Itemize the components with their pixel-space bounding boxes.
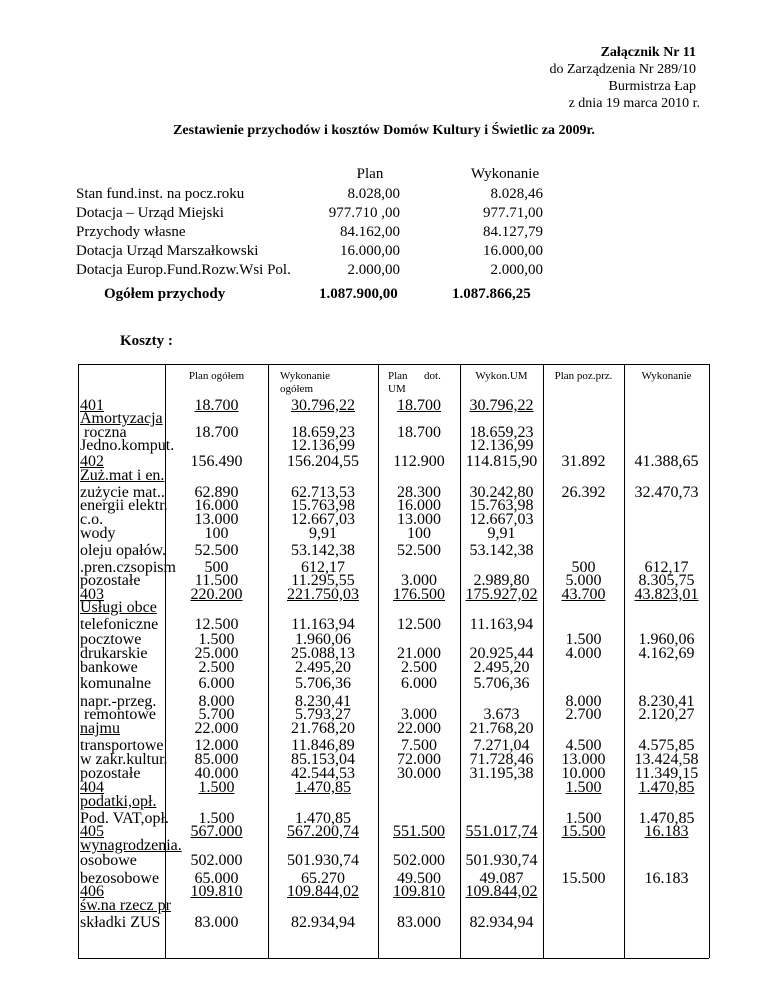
row-label: oleju opałów. bbox=[80, 542, 167, 559]
header-plan-um-2: UM bbox=[388, 383, 406, 395]
row-label: 401 bbox=[80, 397, 104, 414]
cell-plan-um: 2.500 bbox=[401, 659, 437, 676]
cell-exec-um: 12.667,03 bbox=[469, 511, 534, 528]
page-title: Zestawienie przychodów i kosztów Domów Kultury i Świetlic za 2009r. bbox=[173, 123, 595, 138]
income-row-exec: 16.000,00 bbox=[483, 243, 543, 259]
cell-plan-own: 10.000 bbox=[561, 765, 606, 782]
cell-plan-total: 1.500 bbox=[198, 631, 235, 648]
cell-exec-um: 12.136,99 bbox=[469, 437, 534, 454]
cell-exec-own: 8.305,75 bbox=[638, 572, 695, 589]
cell-exec-total: 11.846,89 bbox=[291, 737, 355, 754]
row-label: Jedno.komput. bbox=[80, 437, 175, 454]
cell-exec-um: 5.706,36 bbox=[473, 675, 530, 692]
row-label: Zuż.mat i en. bbox=[80, 467, 165, 484]
cell-exec-total: 11.295,55 bbox=[291, 572, 355, 589]
cell-plan-total: 83.000 bbox=[194, 914, 239, 931]
row-label: .pren.czsopism bbox=[80, 559, 176, 576]
row-label: osobowe bbox=[80, 852, 137, 869]
cell-plan-um: 30.000 bbox=[397, 765, 441, 782]
cell-plan-um: 109.810 bbox=[393, 883, 445, 900]
cell-exec-total: 21.768,20 bbox=[291, 720, 355, 737]
row-label: napr.-przeg. bbox=[80, 693, 157, 710]
cell-exec-um: 53.142,38 bbox=[469, 542, 534, 559]
row-label: telefoniczne bbox=[80, 616, 159, 633]
row-label: wody bbox=[80, 525, 116, 542]
cell-plan-um: 49.500 bbox=[397, 870, 441, 887]
cell-exec-total: 5.793,27 bbox=[295, 706, 351, 723]
header-exec-total-2: ogółem bbox=[280, 383, 313, 395]
cell-exec-total: 15.763,98 bbox=[291, 497, 355, 514]
cell-exec-um: 2.495,20 bbox=[473, 659, 530, 676]
row-label: 405 bbox=[80, 823, 104, 840]
cell-exec-own: 1.960,06 bbox=[638, 631, 695, 648]
costs-label: Koszty : bbox=[120, 333, 173, 349]
cell-exec-um: 31.195,38 bbox=[469, 765, 534, 782]
cell-plan-um: 18.700 bbox=[397, 397, 441, 414]
row-label: najmu bbox=[80, 720, 120, 737]
row-label: drukarskie bbox=[80, 645, 148, 662]
cell-plan-total: 52.500 bbox=[194, 542, 239, 559]
income-row-exec: 8.028,46 bbox=[490, 186, 543, 202]
cell-exec-total: 25.088,13 bbox=[291, 645, 355, 662]
cell-exec-um: 15.763,98 bbox=[469, 497, 534, 514]
row-label: roczna bbox=[80, 424, 127, 441]
cell-plan-um: 16.000 bbox=[397, 497, 441, 514]
cell-plan-um: 100 bbox=[407, 525, 431, 542]
attachment-order: do Zarządzenia Nr 289/10 bbox=[549, 62, 696, 77]
income-row-exec: 977.71,00 bbox=[483, 205, 543, 221]
cell-exec-own: 1.470,85 bbox=[638, 810, 695, 827]
cell-plan-um: 112.900 bbox=[393, 453, 445, 470]
cell-plan-um: 72.000 bbox=[397, 751, 441, 768]
cell-exec-own: 13.424,58 bbox=[634, 751, 699, 768]
cell-exec-own: 41.388,65 bbox=[634, 453, 699, 470]
cell-exec-total: 53.142,38 bbox=[291, 542, 355, 559]
cell-plan-um: 21.000 bbox=[397, 645, 441, 662]
cell-exec-own: 16.183 bbox=[644, 823, 689, 840]
cell-plan-total: 22.000 bbox=[194, 720, 239, 737]
cell-exec-own: 4.575,85 bbox=[638, 737, 695, 754]
cell-exec-total: 221.750,03 bbox=[287, 586, 359, 603]
cell-exec-own: 4.162,69 bbox=[638, 645, 695, 662]
cell-exec-own: 612,17 bbox=[644, 559, 689, 576]
cell-plan-own: 1.500 bbox=[565, 631, 602, 648]
cell-exec-total: 9,91 bbox=[309, 525, 337, 542]
cell-exec-own: 1.470,85 bbox=[638, 779, 695, 796]
income-total-label: Ogółem przychody bbox=[104, 286, 226, 302]
row-label: Usługi obce bbox=[80, 599, 157, 616]
row-label: remontowe bbox=[80, 706, 156, 723]
income-col-exec: Wykonanie bbox=[470, 166, 540, 182]
cell-exec-total: 11.163,94 bbox=[291, 616, 355, 633]
cell-exec-total: 8.230,41 bbox=[295, 693, 351, 710]
cell-exec-um: 82.934,94 bbox=[469, 914, 534, 931]
income-row-exec: 84.127,79 bbox=[483, 224, 543, 240]
cell-plan-total: 109.810 bbox=[190, 883, 243, 900]
row-label: Amortyzacja bbox=[80, 410, 163, 427]
cell-plan-own: 2.700 bbox=[565, 706, 602, 723]
attachment-authority: Burmistrza Łap bbox=[608, 79, 696, 94]
income-total-exec: 1.087.866,25 bbox=[452, 286, 531, 302]
attachment-header bbox=[549, 44, 700, 112]
header-plan-um: Plan dot. bbox=[388, 370, 441, 382]
row-label: 406 bbox=[80, 883, 104, 900]
cell-exec-um: 11.163,94 bbox=[469, 616, 534, 633]
income-row-plan: 977.710 ,00 bbox=[328, 205, 400, 221]
row-label: zużycie mat.. bbox=[80, 484, 165, 501]
row-label: Pod. VAT,opł. bbox=[80, 810, 169, 827]
row-label: 402 bbox=[80, 453, 104, 470]
cell-plan-total: 25.000 bbox=[194, 645, 239, 662]
cell-exec-total: 567.200,74 bbox=[287, 823, 359, 840]
cell-plan-um: 3.000 bbox=[401, 706, 437, 723]
cell-plan-total: 65.000 bbox=[194, 870, 239, 887]
income-row-plan: 2.000,00 bbox=[347, 262, 400, 278]
row-label: 404 bbox=[80, 779, 104, 796]
cell-plan-total: 12.500 bbox=[194, 616, 239, 633]
cell-exec-um: 175.927,02 bbox=[465, 586, 538, 603]
income-row-label: Dotacja – Urząd Miejski bbox=[76, 205, 224, 221]
cell-exec-um: 7.271,04 bbox=[473, 737, 530, 754]
cell-plan-total: 18.700 bbox=[194, 424, 239, 441]
header-plan-own: Plan poz.prz. bbox=[554, 370, 613, 382]
cell-exec-um: 30.796,22 bbox=[469, 397, 534, 414]
cell-plan-total: 6.000 bbox=[198, 675, 235, 692]
row-label: c.o. bbox=[80, 511, 104, 528]
cell-plan-total: 5.700 bbox=[198, 706, 235, 723]
cell-exec-own: 16.183 bbox=[644, 870, 689, 887]
income-row-label: Przychody własne bbox=[76, 224, 186, 240]
cell-plan-total: 16.000 bbox=[194, 497, 239, 514]
cell-exec-um: 114.815,90 bbox=[465, 453, 538, 470]
header-exec-um: Wykon.UM bbox=[475, 370, 528, 382]
cell-plan-total: 40.000 bbox=[194, 765, 239, 782]
cell-exec-total: 1.470,85 bbox=[295, 810, 351, 827]
cell-exec-um: 21.768,20 bbox=[469, 720, 534, 737]
cell-exec-own: 43.823,01 bbox=[634, 586, 699, 603]
cell-plan-own: 15.500 bbox=[561, 870, 606, 887]
row-label: bezosobowe bbox=[80, 870, 160, 887]
cell-plan-um: 52.500 bbox=[397, 542, 441, 559]
cell-plan-total: 100 bbox=[204, 525, 229, 542]
cell-plan-um: 28.300 bbox=[397, 484, 441, 501]
cell-plan-total: 85.000 bbox=[194, 751, 239, 768]
row-label: podatki,opł. bbox=[80, 793, 157, 810]
cell-plan-total: 500 bbox=[204, 559, 229, 576]
cell-plan-own: 8.000 bbox=[565, 693, 602, 710]
cell-plan-total: 502.000 bbox=[190, 852, 243, 869]
income-row-exec: 2.000,00 bbox=[490, 262, 543, 278]
cell-exec-total: 12.667,03 bbox=[291, 511, 355, 528]
row-label: bankowe bbox=[80, 659, 138, 676]
row-label: w zakr.kultur. bbox=[80, 751, 168, 768]
income-row-label: Dotacja Europ.Fund.Rozw.Wsi Pol. bbox=[76, 262, 291, 278]
cell-exec-um: 2.989,80 bbox=[473, 572, 530, 589]
cell-exec-own: 8.230,41 bbox=[638, 693, 695, 710]
cell-plan-own: 31.892 bbox=[561, 453, 606, 470]
cell-plan-own: 1.500 bbox=[565, 779, 602, 796]
cell-exec-um: 20.925,44 bbox=[469, 645, 534, 662]
cell-exec-total: 85.153,04 bbox=[291, 751, 355, 768]
cell-exec-total: 82.934,94 bbox=[291, 914, 355, 931]
cell-exec-um: 18.659,23 bbox=[469, 424, 534, 441]
header-plan-total: Plan ogółem bbox=[188, 370, 245, 382]
cell-exec-um: 71.728,46 bbox=[469, 751, 534, 768]
cell-plan-um: 83.000 bbox=[397, 914, 441, 931]
cell-plan-own: 13.000 bbox=[561, 751, 606, 768]
cell-plan-total: 156.490 bbox=[190, 453, 243, 470]
cell-exec-own: 32.470,73 bbox=[634, 484, 699, 501]
cell-plan-own: 500 bbox=[571, 559, 596, 576]
income-total-plan: 1.087.900,00 bbox=[319, 286, 398, 302]
cell-exec-um: 49.087 bbox=[479, 870, 524, 887]
row-label: św.na rzecz pr bbox=[80, 897, 171, 914]
row-label: składki ZUS bbox=[80, 914, 161, 931]
row-label: pozostałe bbox=[80, 765, 141, 782]
income-row-label: Stan fund.inst. na pocz.roku bbox=[76, 186, 245, 202]
cell-plan-um: 6.000 bbox=[401, 675, 437, 692]
cell-exec-total: 18.659,23 bbox=[291, 424, 355, 441]
cell-plan-um: 176.500 bbox=[393, 586, 445, 603]
cell-plan-own: 26.392 bbox=[561, 484, 606, 501]
cell-exec-total: 501.930,74 bbox=[287, 852, 359, 869]
cell-exec-um: 109.844,02 bbox=[465, 883, 538, 900]
row-label: komunalne bbox=[80, 675, 152, 692]
cell-plan-total: 567.000 bbox=[190, 823, 243, 840]
cell-plan-um: 22.000 bbox=[397, 720, 441, 737]
cell-exec-um: 501.930,74 bbox=[465, 852, 538, 869]
cell-exec-total: 1.470,85 bbox=[295, 779, 351, 796]
cell-exec-total: 42.544,53 bbox=[291, 765, 355, 782]
cell-exec-total: 2.495,20 bbox=[295, 659, 351, 676]
cell-plan-own: 4.500 bbox=[565, 737, 602, 754]
row-label: transportowe bbox=[80, 737, 164, 754]
cell-plan-um: 18.700 bbox=[397, 424, 441, 441]
cell-exec-total: 1.960,06 bbox=[295, 631, 351, 648]
cell-exec-um: 551.017,74 bbox=[465, 823, 538, 840]
header-exec-own: Wykonanie bbox=[641, 370, 692, 382]
cell-exec-total: 156.204,55 bbox=[287, 453, 359, 470]
cell-exec-own: 11.349,15 bbox=[634, 765, 699, 782]
attachment-number: Załącznik Nr 11 bbox=[600, 45, 696, 60]
cell-plan-um: 502.000 bbox=[393, 852, 445, 869]
cell-plan-total: 18.700 bbox=[194, 397, 239, 414]
attachment-date: z dnia 19 marca 2010 r. bbox=[568, 96, 700, 111]
cell-plan-total: 220.200 bbox=[190, 586, 243, 603]
cell-exec-total: 30.796,22 bbox=[291, 397, 355, 414]
cell-exec-total: 109.844,02 bbox=[287, 883, 359, 900]
cell-plan-total: 1.500 bbox=[198, 810, 235, 827]
row-label: energii elektr. bbox=[80, 497, 168, 514]
cell-exec-um: 30.242,80 bbox=[469, 484, 534, 501]
cell-plan-own: 43.700 bbox=[561, 586, 606, 603]
cell-plan-um: 13.000 bbox=[397, 511, 441, 528]
cell-exec-um: 9,91 bbox=[487, 525, 516, 542]
cell-plan-um: 3.000 bbox=[401, 572, 437, 589]
cell-plan-um: 7.500 bbox=[401, 737, 437, 754]
cell-plan-own: 4.000 bbox=[565, 645, 602, 662]
row-label: wynagrodzenia. bbox=[80, 837, 182, 854]
row-label: 403 bbox=[80, 586, 104, 603]
row-label: pocztowe bbox=[80, 631, 142, 648]
cell-plan-own: 1.500 bbox=[565, 810, 602, 827]
cell-exec-total: 65.270 bbox=[301, 870, 345, 887]
cell-plan-total: 12.000 bbox=[194, 737, 239, 754]
income-row-plan: 8.028,00 bbox=[347, 186, 400, 202]
cell-exec-total: 12.136,99 bbox=[291, 437, 355, 454]
income-row-label: Dotacja Urząd Marszałkowski bbox=[76, 243, 259, 259]
cell-plan-own: 5.000 bbox=[565, 572, 602, 589]
cell-exec-own: 2.120,27 bbox=[638, 706, 695, 723]
cell-exec-total: 62.713,53 bbox=[291, 484, 355, 501]
income-row-plan: 84.162,00 bbox=[340, 224, 400, 240]
income-col-plan: Plan bbox=[356, 166, 384, 182]
cell-exec-total: 612,17 bbox=[301, 559, 345, 576]
header-exec-total: Wykonanie bbox=[280, 370, 331, 382]
income-row-plan: 16.000,00 bbox=[340, 243, 400, 259]
cell-plan-total: 8.000 bbox=[198, 693, 235, 710]
cell-plan-um: 551.500 bbox=[393, 823, 445, 840]
cell-exec-um: 3.673 bbox=[483, 706, 520, 723]
cell-plan-um: 12.500 bbox=[397, 616, 441, 633]
cell-plan-own: 15.500 bbox=[561, 823, 606, 840]
cell-plan-total: 62.890 bbox=[194, 484, 239, 501]
cell-plan-total: 2.500 bbox=[198, 659, 235, 676]
cell-exec-total: 5.706,36 bbox=[295, 675, 351, 692]
cell-plan-total: 11.500 bbox=[194, 572, 239, 589]
row-label: pozostałe bbox=[80, 572, 141, 589]
cell-plan-total: 1.500 bbox=[198, 779, 235, 796]
cell-plan-total: 13.000 bbox=[194, 511, 239, 528]
